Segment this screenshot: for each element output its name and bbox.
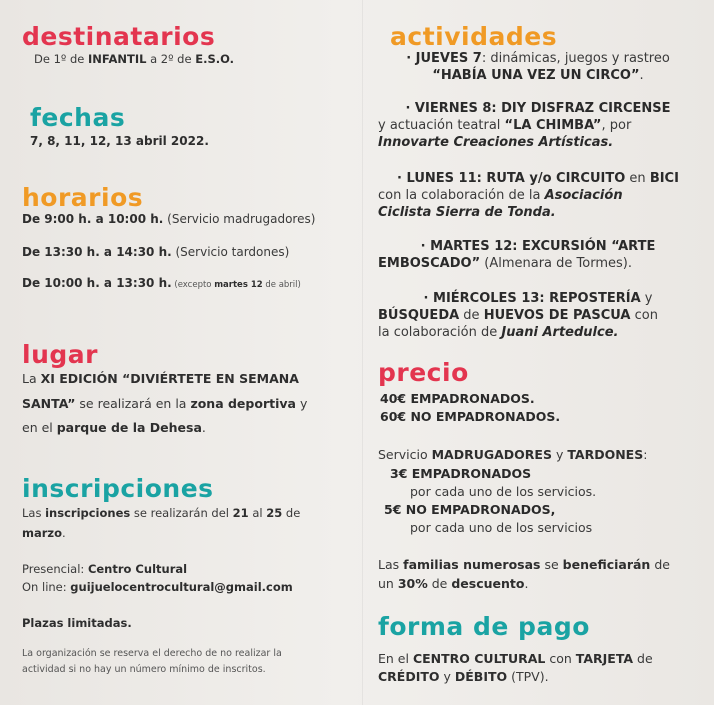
online-line: On line: guijuelocentrocultural@gmail.com (22, 580, 293, 594)
inscripciones-line-2: marzo. (22, 526, 66, 540)
horario-row-1: De 9:00 h. a 10:00 h. (Servicio madrugadores) (22, 212, 316, 226)
inscripciones-line-1: Las inscripciones se realizarán del 21 al 25 de (22, 506, 301, 520)
familias-line-2: un 30% de descuento. (378, 576, 529, 591)
actividad-jueves: · JUEVES 7: dinámicas, juegos y rastreo “HABÍA UNA VEZ UN CIRCO”. (406, 51, 670, 83)
lugar-line-3: en el parque de la Dehesa. (22, 420, 206, 435)
disclaimer-line-2: actividad si no hay un número mínimo de inscritos. (22, 664, 266, 675)
servicio-empadronados: 3€ EMPADRONADOS (390, 466, 532, 481)
actividad-miercoles: · MIÉRCOLES 13: REPOSTERÍA y BÚSQUEDA de HUEVOS DE PASCUA con la colaboración de Juani Artedulce. (378, 291, 658, 340)
disclaimer-line-1: La organización se reserva el derecho de no realizar la (22, 648, 282, 659)
fechas-text: 7, 8, 11, 12, 13 abril 2022. (30, 134, 209, 148)
lugar-line-2: SANTA” se realizará en la zona deportiva y (22, 396, 308, 411)
plazas-text: Plazas limitadas. (22, 616, 132, 630)
destinatarios-text: De 1º de INFANTIL a 2º de E.S.O. (34, 52, 234, 66)
horario-row-2: De 13:30 h. a 14:30 h. (Servicio tardones) (22, 245, 290, 259)
precio-heading: precio (378, 358, 469, 387)
page-fold (362, 0, 363, 705)
inscripciones-heading: inscripciones (22, 474, 214, 503)
forma-de-pago-heading: forma de pago (378, 612, 590, 641)
fechas-heading: fechas (30, 103, 126, 132)
servicio-note-1: por cada uno de los servicios. (410, 484, 597, 499)
actividad-viernes: · VIERNES 8: DIY DISFRAZ CIRCENSE y actuación teatral “LA CHIMBA”, por Innovarte Creaciones Artísticas. (378, 101, 671, 150)
actividad-martes: · MARTES 12: EXCURSIÓN “ARTE EMBOSCADO” (Almenara de Tormes). (378, 239, 656, 271)
familias-line-1: Las familias numerosas se beneficiarán de (378, 557, 670, 572)
pago-line-1: En el CENTRO CULTURAL con TARJETA de (378, 651, 653, 666)
destinatarios-heading: destinatarios (22, 22, 216, 51)
precio-empadronados: 40€ EMPADRONADOS. (380, 391, 535, 406)
precio-no-empadronados: 60€ NO EMPADRONADOS. (380, 409, 561, 424)
actividad-lunes: · LUNES 11: RUTA y/o CIRCUITO en BICI con la colaboración de la Asociación Ciclista Sierra de Tonda. (378, 171, 679, 220)
lugar-heading: lugar (22, 340, 98, 369)
email-link: guijuelocentrocultural@gmail.com (70, 580, 293, 594)
actividades-heading: actividades (390, 22, 558, 51)
servicio-no-empadronados: 5€ NO EMPADRONADOS, (384, 502, 556, 517)
presencial-line: Presencial: Centro Cultural (22, 562, 188, 576)
lugar-line-1: La XI EDICIÓN “DIVIÉRTETE EN SEMANA (22, 371, 299, 386)
servicio-note-2: por cada uno de los servicios (410, 520, 593, 535)
servicio-line: Servicio MADRUGADORES y TARDONES: (378, 447, 648, 462)
horario-row-3: De 10:00 h. a 13:30 h. (excepto martes 12 de abril) (22, 276, 301, 290)
pago-line-2: CRÉDITO y DÉBITO (TPV). (378, 669, 549, 684)
horarios-heading: horarios (22, 183, 144, 212)
